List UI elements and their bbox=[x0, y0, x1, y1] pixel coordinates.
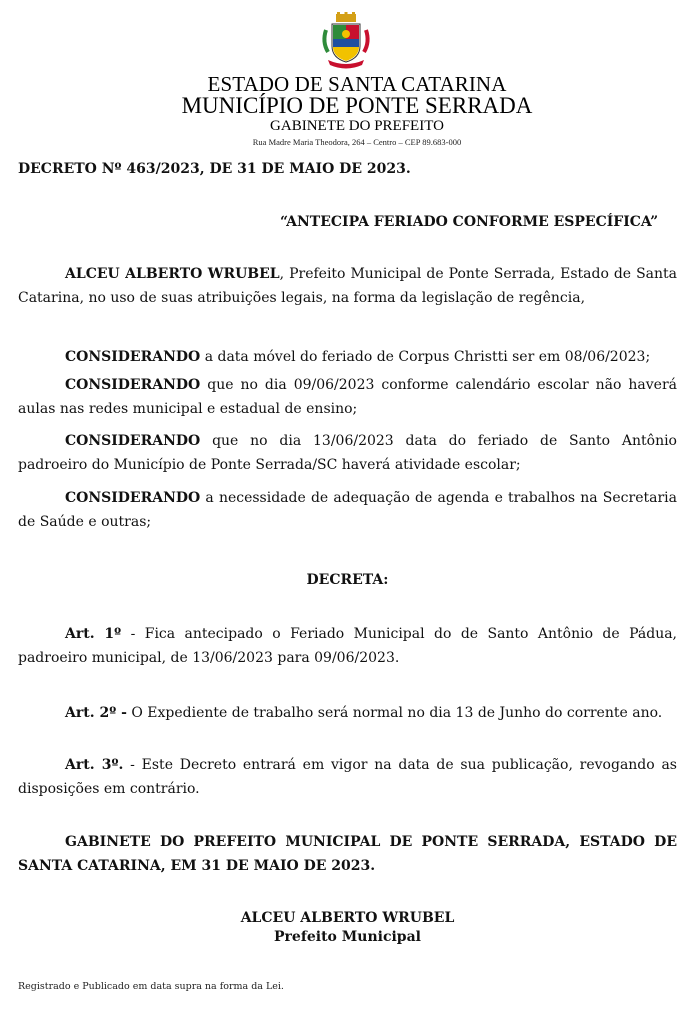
article-3 bbox=[18, 753, 677, 801]
considerando-text: a data móvel do feriado de Corpus Christti ser em 08/06/2023; bbox=[200, 349, 651, 365]
header-state: ESTADO DE SANTA CATARINA bbox=[207, 72, 507, 96]
header-address: Rua Madre Maria Theodora, 264 – Centro – CEP 89.683-000 bbox=[252, 137, 462, 147]
considerando-2 bbox=[18, 373, 677, 421]
considerando-keyword: CONSIDERANDO bbox=[65, 433, 201, 449]
considerando-keyword: CONSIDERANDO bbox=[65, 377, 201, 393]
considerando-3 bbox=[18, 429, 677, 477]
article-text: - Fica antecipado o Feriado Municipal do de Santo Antônio de Pádua, padroeiro municipal, de 13/06/2023 para 09/06/2023. bbox=[18, 626, 678, 666]
article-label: Art. 3º. bbox=[65, 757, 124, 773]
registration-footnote: Registrado e Publicado em data supra na forma da Lei. bbox=[18, 981, 284, 992]
signature-name: ALCEU ALBERTO WRUBEL bbox=[240, 910, 455, 926]
considerando-text: que no dia 09/06/2023 conforme calendário escolar não haverá aulas nas redes municipal e estadual de ensino; bbox=[18, 377, 677, 417]
article-text: O Expediente de trabalho será normal no dia 13 de Junho do corrente ano. bbox=[126, 705, 663, 721]
decree-title: DECRETO Nº 463/2023, DE 31 DE MAIO DE 2023. bbox=[18, 161, 411, 177]
considerando-1 bbox=[18, 345, 677, 369]
decree-summary: “ANTECIPA FERIADO CONFORME ESPECÍFICA” bbox=[280, 214, 659, 230]
article-1 bbox=[18, 622, 677, 670]
signature-title: Prefeito Municipal bbox=[274, 929, 421, 945]
article-text: - Este Decreto entrará em vigor na data de sua publicação, revogando as disposições em contrário. bbox=[18, 757, 677, 797]
considerando-keyword: CONSIDERANDO bbox=[65, 490, 201, 506]
header-municipality: MUNICÍPIO DE PONTE SERRADA bbox=[181, 93, 533, 118]
municipal-crest-icon bbox=[318, 12, 374, 70]
article-label: Art. 1º bbox=[65, 626, 122, 642]
decreta-heading: DECRETA: bbox=[306, 572, 389, 588]
closing-statement: GABINETE DO PREFEITO MUNICIPAL DE PONTE SERRADA, ESTADO DE SANTA CATARINA, EM 31 DE MAIO DE 2023. bbox=[18, 834, 677, 874]
header-office: GABINETE DO PREFEITO bbox=[270, 118, 444, 134]
article-label: Art. 2º - bbox=[65, 705, 127, 721]
article-2 bbox=[18, 701, 677, 725]
considerando-4 bbox=[18, 486, 677, 534]
considerando-text: que no dia 13/06/2023 data do feriado de Santo Antônio padroeiro do Município de Ponte Serrada/SC haverá atividade escolar; bbox=[18, 433, 677, 473]
mayor-name: ALCEU ALBERTO WRUBEL bbox=[65, 266, 280, 282]
preamble-text: , Prefeito Municipal de Ponte Serrada, Estado de Santa Catarina, no uso de suas atribuições legais, na forma da legislação de regência, bbox=[18, 266, 677, 306]
considerando-text: a necessidade de adequação de agenda e trabalhos na Secretaria de Saúde e outras; bbox=[18, 490, 677, 530]
preamble-paragraph bbox=[18, 262, 677, 310]
considerando-keyword: CONSIDERANDO bbox=[65, 349, 201, 365]
